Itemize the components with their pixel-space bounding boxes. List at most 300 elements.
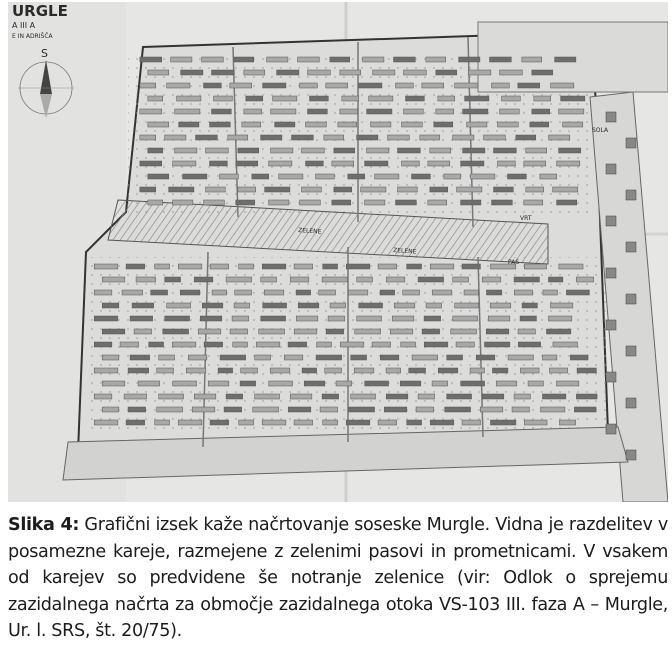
house-block — [532, 109, 550, 114]
house-block — [338, 122, 357, 127]
house-block — [484, 135, 506, 140]
house-block — [388, 135, 410, 140]
house-block — [310, 96, 329, 101]
house-block — [340, 342, 364, 347]
house-block — [178, 264, 202, 269]
house-block — [550, 303, 572, 308]
house-block — [559, 109, 584, 114]
house-block — [316, 355, 342, 360]
house-block — [271, 148, 293, 153]
house-block — [198, 329, 221, 334]
house-block — [520, 316, 536, 321]
house-block — [518, 83, 540, 88]
house-block — [420, 135, 440, 140]
house-block — [549, 135, 570, 140]
house-block — [238, 148, 259, 153]
house-block — [492, 368, 507, 373]
house-block — [94, 368, 118, 373]
house-block — [277, 70, 299, 75]
house-block — [253, 407, 279, 412]
house-block — [403, 290, 420, 295]
house-block — [165, 277, 181, 282]
house-block — [375, 174, 399, 179]
house-block — [261, 277, 277, 282]
house-block — [404, 109, 424, 114]
house-block — [214, 96, 233, 101]
house-block — [262, 420, 286, 425]
side-house — [606, 268, 616, 278]
house-block — [470, 368, 484, 373]
house-block — [233, 342, 248, 347]
house-block — [228, 135, 248, 140]
house-block — [230, 329, 248, 334]
house-block — [434, 122, 453, 127]
house-block — [178, 420, 202, 425]
house-block — [418, 394, 435, 399]
side-house — [626, 242, 636, 252]
side-house — [606, 164, 616, 174]
house-block — [319, 290, 336, 295]
house-block — [246, 96, 263, 101]
house-block — [173, 161, 196, 166]
house-block — [240, 381, 256, 386]
house-block — [365, 161, 388, 166]
house-block — [175, 109, 200, 114]
side-house — [606, 372, 616, 382]
house-block — [462, 420, 480, 425]
house-block — [551, 83, 574, 88]
house-block — [157, 407, 183, 412]
street-label: ZELENE — [392, 247, 417, 256]
house-block — [94, 394, 112, 399]
house-block — [461, 161, 484, 166]
house-block — [412, 355, 438, 360]
side-house — [606, 424, 616, 434]
house-block — [320, 407, 338, 412]
house-block — [226, 277, 252, 282]
house-block — [230, 83, 252, 88]
house-block — [148, 174, 169, 179]
site-plan-figure — [8, 2, 668, 502]
house-block — [157, 368, 174, 373]
house-block — [570, 355, 588, 360]
house-block — [186, 368, 206, 373]
house-block — [451, 329, 477, 334]
house-block — [465, 96, 489, 101]
house-block — [183, 174, 207, 179]
side-house — [626, 294, 636, 304]
house-block — [202, 303, 223, 308]
house-block — [308, 70, 331, 75]
house-block — [407, 264, 422, 269]
house-block — [348, 174, 365, 179]
house-block — [262, 264, 286, 269]
side-house — [606, 320, 616, 330]
house-block — [492, 200, 513, 205]
house-block — [488, 316, 510, 321]
map-subtitle: A III A — [12, 21, 36, 30]
house-block — [549, 368, 567, 373]
house-block — [430, 264, 454, 269]
house-block — [380, 290, 395, 295]
house-block — [94, 290, 112, 295]
house-block — [566, 290, 589, 295]
house-block — [378, 264, 397, 269]
house-block — [134, 329, 152, 334]
house-block — [172, 342, 196, 347]
house-block — [322, 394, 339, 399]
house-block — [490, 57, 512, 62]
house-block — [502, 96, 521, 101]
house-block — [455, 303, 479, 308]
house-block — [359, 83, 382, 88]
house-block — [559, 420, 575, 425]
house-block — [424, 316, 441, 321]
house-block — [365, 200, 385, 205]
house-block — [432, 290, 452, 295]
house-block — [480, 407, 503, 412]
house-block — [532, 70, 553, 75]
house-block — [330, 303, 346, 308]
house-block — [317, 342, 332, 347]
house-block — [284, 355, 303, 360]
house-block — [94, 420, 118, 425]
house-block — [396, 83, 414, 88]
house-block — [386, 277, 405, 282]
house-block — [512, 407, 529, 412]
house-block — [340, 109, 358, 114]
house-block — [194, 394, 216, 399]
house-block — [386, 394, 408, 399]
house-block — [342, 96, 359, 101]
house-block — [140, 187, 156, 192]
house-block — [324, 135, 344, 140]
house-block — [279, 174, 303, 179]
house-block — [255, 355, 271, 360]
house-block — [232, 316, 249, 321]
house-block — [351, 355, 367, 360]
house-block — [308, 109, 328, 114]
house-block — [167, 303, 191, 308]
house-block — [577, 368, 596, 373]
house-block — [326, 83, 348, 88]
caption-lead: Slika 4: — [8, 515, 80, 535]
house-block — [467, 122, 487, 127]
house-block — [210, 122, 231, 127]
house-block — [140, 161, 162, 166]
side-house — [626, 138, 636, 148]
house-block — [494, 148, 517, 153]
house-block — [210, 161, 228, 166]
house-block — [407, 420, 422, 425]
house-block — [155, 264, 170, 269]
house-block — [424, 342, 448, 347]
house-block — [400, 381, 421, 386]
house-block — [148, 70, 169, 75]
house-block — [290, 394, 312, 399]
house-block — [194, 277, 213, 282]
house-block — [428, 161, 450, 166]
house-block — [365, 381, 389, 386]
house-block — [436, 109, 454, 114]
house-block — [102, 303, 119, 308]
house-block — [298, 303, 319, 308]
house-block — [175, 148, 197, 153]
house-block — [181, 70, 203, 75]
house-block — [270, 368, 290, 373]
house-block — [234, 303, 250, 308]
house-block — [471, 174, 495, 179]
house-block — [102, 329, 125, 334]
house-block — [398, 187, 418, 192]
house-block — [210, 420, 229, 425]
house-block — [363, 57, 384, 62]
house-block — [239, 264, 254, 269]
house-block — [346, 420, 370, 425]
side-label-garden: VRT — [520, 215, 532, 222]
house-block — [418, 277, 444, 282]
house-block — [294, 420, 313, 425]
house-block — [294, 264, 313, 269]
house-block — [494, 187, 514, 192]
house-block — [514, 277, 539, 282]
house-block — [386, 368, 401, 373]
house-block — [486, 329, 509, 334]
house-block — [120, 342, 139, 347]
house-block — [406, 96, 425, 101]
house-block — [306, 161, 324, 166]
house-block — [490, 303, 511, 308]
house-block — [548, 316, 571, 321]
house-block — [275, 122, 295, 127]
house-block — [367, 148, 389, 153]
figure-caption — [8, 512, 668, 670]
side-house — [626, 190, 636, 200]
house-block — [204, 83, 222, 88]
side-house — [626, 450, 636, 460]
house-block — [518, 329, 535, 334]
house-block — [373, 70, 395, 75]
house-block — [304, 381, 325, 386]
house-block — [334, 187, 352, 192]
house-block — [239, 420, 254, 425]
house-block — [302, 187, 322, 192]
house-block — [140, 135, 156, 140]
house-block — [548, 277, 562, 282]
house-block — [426, 57, 446, 62]
house-block — [171, 57, 192, 62]
house-block — [300, 83, 318, 88]
house-block — [447, 394, 472, 399]
house-block — [490, 420, 515, 425]
house-block — [151, 290, 168, 295]
house-block — [252, 174, 269, 179]
house-block — [392, 316, 414, 321]
house-block — [508, 355, 533, 360]
house-block — [444, 174, 461, 179]
house-block — [296, 290, 311, 295]
house-block — [453, 135, 474, 140]
house-block — [482, 277, 501, 282]
house-block — [102, 407, 119, 412]
house-block — [396, 200, 417, 205]
house-block — [196, 135, 218, 140]
house-block — [559, 148, 581, 153]
house-block — [124, 394, 147, 399]
map-note: E IN ADRIŠČA — [12, 33, 53, 40]
side-house — [626, 398, 636, 408]
house-block — [269, 161, 292, 166]
compass-letter: S — [41, 47, 48, 60]
house-block — [482, 394, 504, 399]
house-block — [302, 368, 317, 373]
house-block — [159, 394, 184, 399]
house-block — [306, 122, 327, 127]
house-block — [271, 109, 296, 114]
house-block — [218, 368, 233, 373]
house-block — [459, 57, 480, 62]
house-block — [518, 342, 540, 347]
house-block — [563, 122, 583, 127]
site-plan-map — [8, 2, 668, 502]
house-block — [540, 174, 557, 179]
house-block — [220, 174, 239, 179]
house-block — [498, 161, 516, 166]
house-block — [402, 161, 420, 166]
house-block — [288, 342, 307, 347]
house-block — [553, 342, 578, 347]
house-block — [367, 109, 392, 114]
house-block — [542, 355, 556, 360]
house-block — [349, 407, 375, 412]
house-block — [430, 420, 454, 425]
house-block — [325, 368, 342, 373]
house-block — [524, 420, 547, 425]
house-block — [220, 355, 246, 360]
house-block — [522, 57, 542, 62]
house-block — [453, 277, 469, 282]
house-block — [546, 329, 570, 334]
house-block — [204, 342, 223, 347]
house-block — [416, 407, 434, 412]
house-block — [322, 277, 348, 282]
house-block — [148, 96, 163, 101]
house-block — [202, 57, 224, 62]
house-block — [384, 407, 407, 412]
house-block — [132, 303, 154, 308]
house-block — [492, 83, 510, 88]
house-block — [354, 368, 374, 373]
house-block — [173, 381, 197, 386]
house-block — [224, 407, 242, 412]
house-block — [514, 290, 532, 295]
house-block — [328, 316, 345, 321]
house-block — [138, 381, 160, 386]
house-block — [140, 57, 162, 62]
house-block — [498, 122, 519, 127]
house-block — [177, 96, 201, 101]
house-block — [428, 200, 447, 205]
house-block — [179, 122, 199, 127]
house-block — [140, 83, 156, 88]
house-block — [455, 83, 478, 88]
house-block — [212, 290, 227, 295]
house-block — [136, 277, 156, 282]
house-block — [269, 200, 289, 205]
house-block — [402, 122, 423, 127]
house-block — [361, 187, 386, 192]
house-block — [169, 187, 194, 192]
house-block — [267, 57, 288, 62]
house-block — [351, 394, 376, 399]
house-block — [226, 394, 243, 399]
house-block — [292, 135, 314, 140]
street-label: PAS — [508, 259, 520, 266]
house-block — [316, 174, 335, 179]
house-block — [128, 407, 146, 412]
house-block — [332, 161, 354, 166]
house-block — [508, 174, 527, 179]
house-block — [340, 70, 361, 75]
house-block — [357, 135, 378, 140]
house-block — [130, 316, 153, 321]
house-block — [346, 264, 370, 269]
street-label: ZELENE — [297, 227, 322, 236]
house-block — [94, 264, 118, 269]
house-block — [298, 57, 320, 62]
house-block — [409, 368, 426, 373]
house-block — [122, 290, 143, 295]
house-block — [102, 277, 125, 282]
house-block — [516, 135, 536, 140]
house-block — [256, 342, 280, 347]
house-block — [430, 148, 451, 153]
house-block — [453, 316, 478, 321]
house-block — [464, 290, 478, 295]
house-block — [500, 70, 523, 75]
house-block — [206, 187, 226, 192]
house-block — [326, 329, 344, 334]
house-block — [422, 83, 444, 88]
house-block — [264, 290, 284, 295]
house-block — [180, 290, 200, 295]
house-block — [447, 355, 463, 360]
house-block — [265, 187, 290, 192]
house-block — [576, 394, 597, 399]
house-block — [159, 355, 175, 360]
house-block — [323, 264, 338, 269]
house-block — [526, 187, 544, 192]
house-block — [236, 200, 255, 205]
house-block — [524, 200, 543, 205]
house-block — [524, 264, 546, 269]
house-block — [422, 329, 440, 334]
house-block — [394, 303, 415, 308]
house-block — [242, 122, 261, 127]
house-block — [522, 303, 537, 308]
house-block — [500, 109, 520, 114]
house-block — [269, 381, 293, 386]
house-block — [173, 200, 193, 205]
house-block — [357, 277, 373, 282]
house-block — [334, 148, 355, 153]
house-block — [148, 148, 163, 153]
caption-text: Grafični izsek kaže načrtovanje soseske Murgle. Vidna je razdelitev v posamezne kareje, razmejene z zelenimi pasovi in prometnicami. V vsakem od karejev so predvidene še notranje zelenice (vir: Odlok o sprejemu zazidalnega načrta za območje zazidalnega otoka VS-103 III. faza A – Murgle, Ur. l. SRS, št. 20/75). — [8, 515, 668, 642]
house-block — [461, 381, 485, 386]
house-block — [261, 135, 282, 140]
house-block — [241, 368, 258, 373]
house-block — [463, 148, 485, 153]
